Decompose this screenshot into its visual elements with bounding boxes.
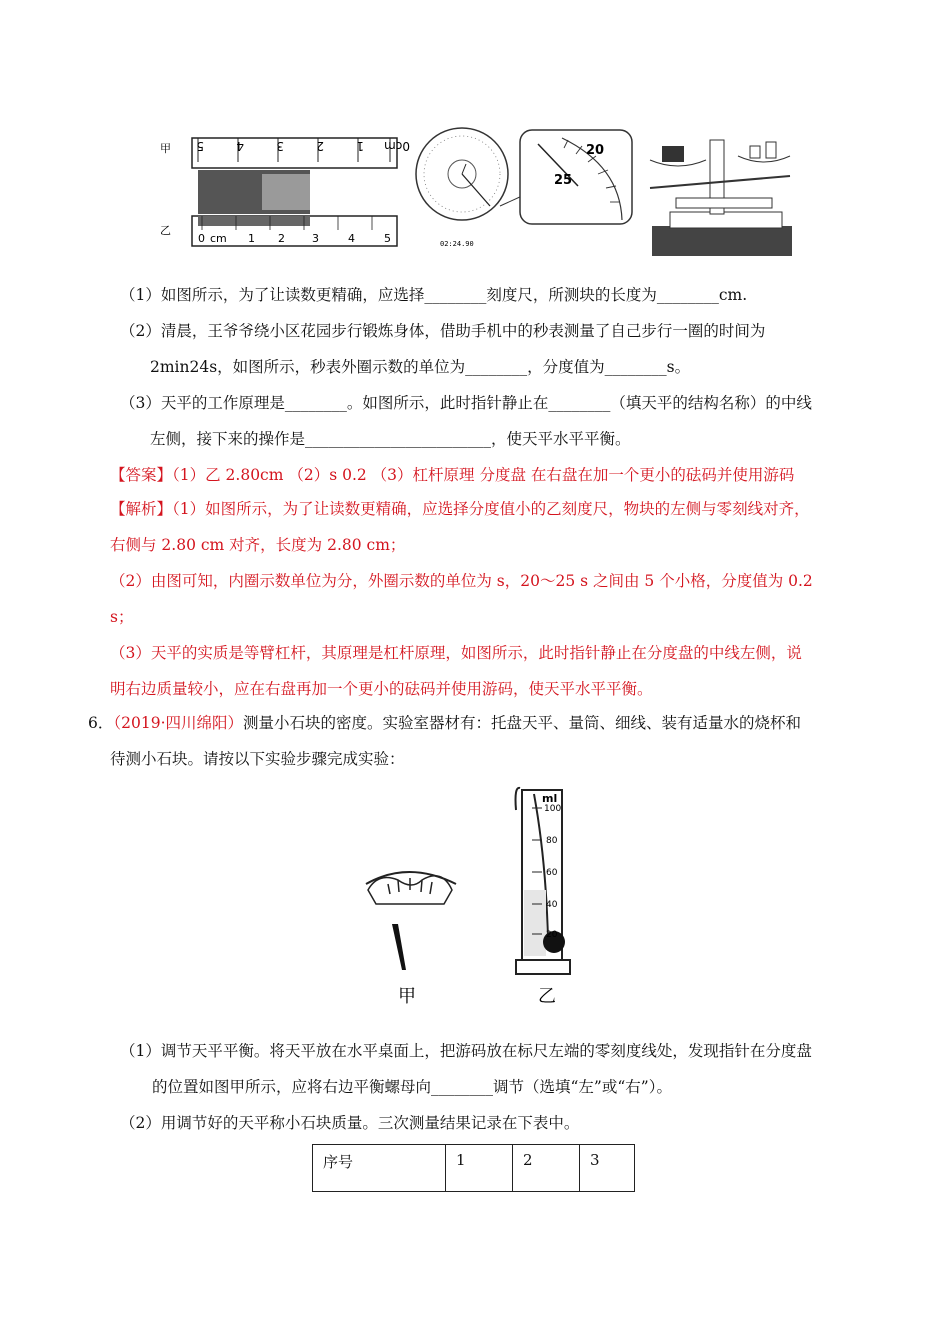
ruler-yi-tick: 1 — [248, 232, 255, 245]
ruler-yi-tick: 4 — [348, 232, 355, 245]
graduated-cylinder — [516, 788, 571, 974]
figure-rulers-stopwatch-balance — [150, 122, 800, 262]
ruler-yi-label: 乙 — [160, 224, 171, 237]
table-cell: 3 — [580, 1145, 635, 1192]
cylinder-tick: 20 — [546, 930, 558, 940]
ruler-jia-tick: 3 — [276, 139, 284, 153]
ruler-yi-tick: 5 — [384, 232, 391, 245]
q6-part1-line1: （1）调节天平平衡。将天平放在水平桌面上，把游码放在标尺左端的零刻度线处，发现指针在分度盘 — [120, 1042, 812, 1060]
cylinder-tick: 60 — [546, 868, 558, 878]
cylinder-tick: 40 — [546, 900, 558, 910]
q6-stem-line1 — [88, 712, 801, 734]
figure-label-jia: 甲 — [398, 986, 416, 1007]
cylinder-tick: 80 — [546, 836, 558, 846]
figure1-svg — [150, 122, 800, 262]
q5-part2-line2: 2min24s，如图所示，秒表外圈示数的单位为________，分度值为________s。 — [150, 358, 691, 376]
stopwatch-readout: 02:24.90 — [440, 240, 474, 248]
question-stem: 测量小石块的密度。实验室器材有：托盘天平、量筒、细线、装有适量水的烧杯和 — [243, 714, 802, 732]
cylinder-tick: 100 — [544, 804, 562, 814]
ruler-jia — [192, 138, 410, 168]
ruler-jia-label: 甲 — [160, 142, 171, 155]
q5-part2-line1: （2）清晨，王爷爷绕小区花园步行锻炼身体，借助手机中的秒表测量了自己步行一圈的时间为 — [120, 322, 766, 340]
stopwatch-zoom — [500, 130, 632, 224]
q5-analysis-2b: s； — [110, 608, 134, 626]
q5-analysis-1a: 【解析】（1）如图所示，为了让读数更精确，应选择分度值小的乙刻度尺，物块的左侧与零刻线对齐， — [110, 500, 810, 518]
q6-stem-line2: 待测小石块。请按以下实验步骤完成实验： — [110, 750, 405, 768]
ruler-jia-tick: 5 — [196, 139, 204, 153]
ruler-yi-tick: 2 — [278, 232, 285, 245]
figure-label-yi: 乙 — [538, 986, 556, 1007]
ruler-yi — [192, 216, 397, 246]
question-number: 6． — [88, 714, 114, 732]
q5-part3-line1: （3）天平的工作原理是________。如图所示，此时指针静止在________（填天平的结构名称）的中线 — [120, 394, 812, 412]
question-source: （2019·四川绵阳） — [113, 714, 243, 732]
balance-dial — [366, 872, 456, 970]
table-cell: 1 — [446, 1145, 513, 1192]
q5-analysis-3a: （3）天平的实质是等臂杠杆，其原理是杠杆原理，如图所示，此时指针静止在分度盘的中线左侧，说 — [110, 644, 802, 662]
q5-answer: 【答案】（1）乙 2.80cm （2）s 0.2 （3）杠杆原理 分度盘 在右盘在加一个更小的砝码并使用游码 — [110, 466, 795, 484]
measurement-table — [312, 1144, 635, 1192]
balance-pointer — [392, 924, 406, 970]
cylinder-unit: ml — [542, 792, 558, 805]
table-cell: 序号 — [313, 1145, 446, 1192]
ruler-yi-tick: 0 — [198, 232, 205, 245]
q6-part2: （2）用调节好的天平称小石块质量。三次测量结果记录在下表中。 — [120, 1114, 580, 1132]
ruler-jia-tick: 2 — [316, 139, 324, 153]
q5-analysis-2a: （2）由图可知，内圈示数单位为分，外圈示数的单位为 s，20～25 s 之间由 5 个小格，分度值为 0.2 — [110, 572, 813, 590]
ruler-yi-tick: 3 — [312, 232, 319, 245]
ruler-jia-tick: 0cm — [384, 139, 410, 153]
zoom-number: 20 — [586, 143, 605, 158]
ruler-jia-tick: 1 — [356, 139, 364, 153]
figure2-svg — [358, 780, 598, 1010]
q5-analysis-1b: 右侧与 2.80 cm 对齐，长度为 2.80 cm； — [110, 536, 406, 554]
balance-scale — [650, 140, 792, 256]
ruler-yi-tick: cm — [210, 232, 227, 245]
q5-analysis-3b: 明右边质量较小，应在右盘再加一个更小的砝码并使用游码，使天平水平平衡。 — [110, 680, 653, 698]
q5-part3-line2: 左侧，接下来的操作是________________________，使天平水平平衡。 — [150, 430, 631, 448]
q6-part1-line2: 的位置如图甲所示，应将右边平衡螺母向________调节（选填“左”或“右”）。 — [152, 1078, 672, 1096]
stopwatch — [416, 128, 508, 248]
table-row — [313, 1145, 635, 1192]
q5-part1: （1）如图所示，为了让读数更精确，应选择________刻度尺，所测块的长度为________cm. — [120, 286, 748, 304]
figure-dial-and-cylinder — [358, 780, 598, 1010]
ruler-jia-tick: 4 — [236, 139, 244, 153]
table-cell: 2 — [513, 1145, 580, 1192]
zoom-number: 25 — [554, 173, 573, 188]
